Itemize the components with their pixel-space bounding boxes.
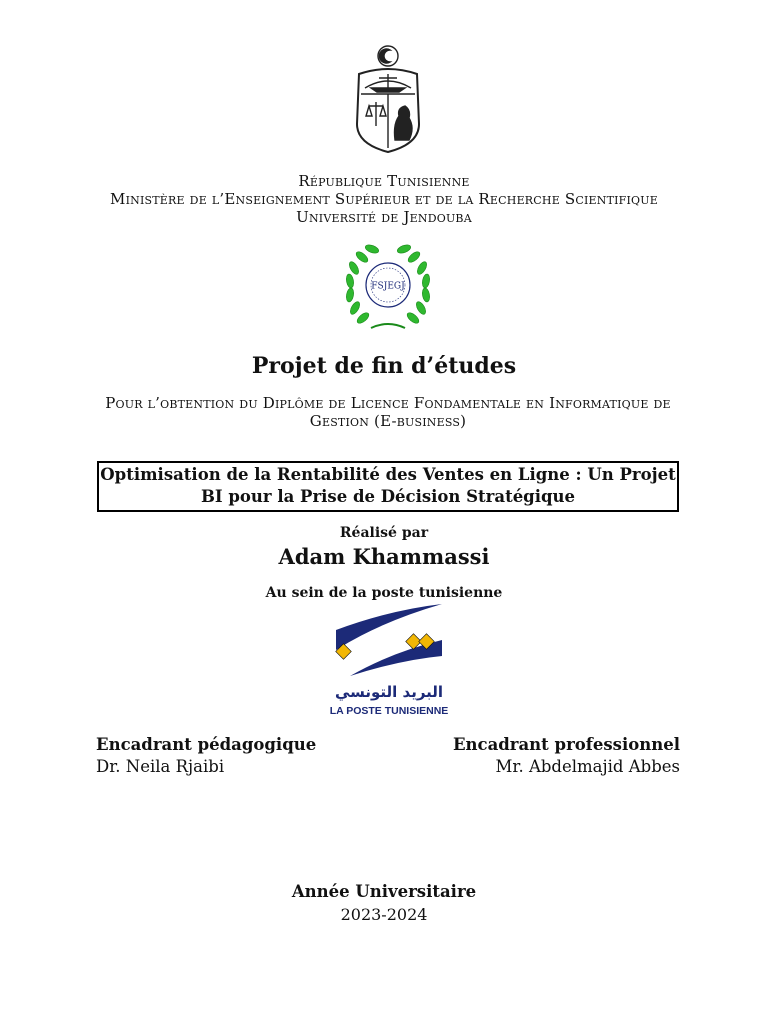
- poste-arabic-text: البريد التونسي: [334, 683, 444, 701]
- professional-supervisor: [453, 734, 680, 778]
- fsjegj-logo: [341, 240, 435, 336]
- republic-label: République Tunisienne: [298, 172, 470, 190]
- academic-supervisor-title: Encadrant pédagogique: [96, 735, 317, 754]
- diploma-label: Pour l’obtention du Diplôme de Licence Fondamentale en Informatique de Gestion (E-business): [105, 394, 671, 430]
- academic-supervisor: [96, 734, 316, 778]
- topic-line-1: Optimisation de la Rentabilité des Ventes en Ligne : Un Projet: [100, 465, 676, 484]
- page-title: Projet de fin d’études: [251, 353, 517, 379]
- tunisia-coat-of-arms-icon: [349, 44, 427, 156]
- poste-latin-text: LA POSTE TUNISIENNE: [330, 705, 448, 717]
- organisation-label: Au sein de la poste tunisienne: [265, 585, 503, 601]
- ministry-label: Ministère de l’Enseignement Supérieur et de la Recherche Scientifique: [110, 190, 658, 208]
- academic-year-value: 2023-2024: [340, 905, 428, 924]
- professional-supervisor-name: Mr. Abdelmajid Abbes: [495, 757, 680, 776]
- topic-line-2: BI pour la Prise de Décision Stratégique: [200, 487, 576, 506]
- academic-year-label: Année Universitaire: [291, 882, 477, 901]
- realise-par-label: Réalisé par: [339, 525, 429, 541]
- author-name: Adam Khammassi: [278, 544, 490, 569]
- academic-supervisor-name: Dr. Neila Rjaibi: [96, 757, 225, 776]
- university-label: Université de Jendouba: [296, 208, 472, 226]
- fsjegj-logo-text: FSJEGJ: [371, 281, 405, 292]
- professional-supervisor-title: Encadrant professionnel: [452, 735, 680, 754]
- project-topic-box: [97, 461, 679, 512]
- la-poste-tunisienne-logo: [330, 600, 448, 720]
